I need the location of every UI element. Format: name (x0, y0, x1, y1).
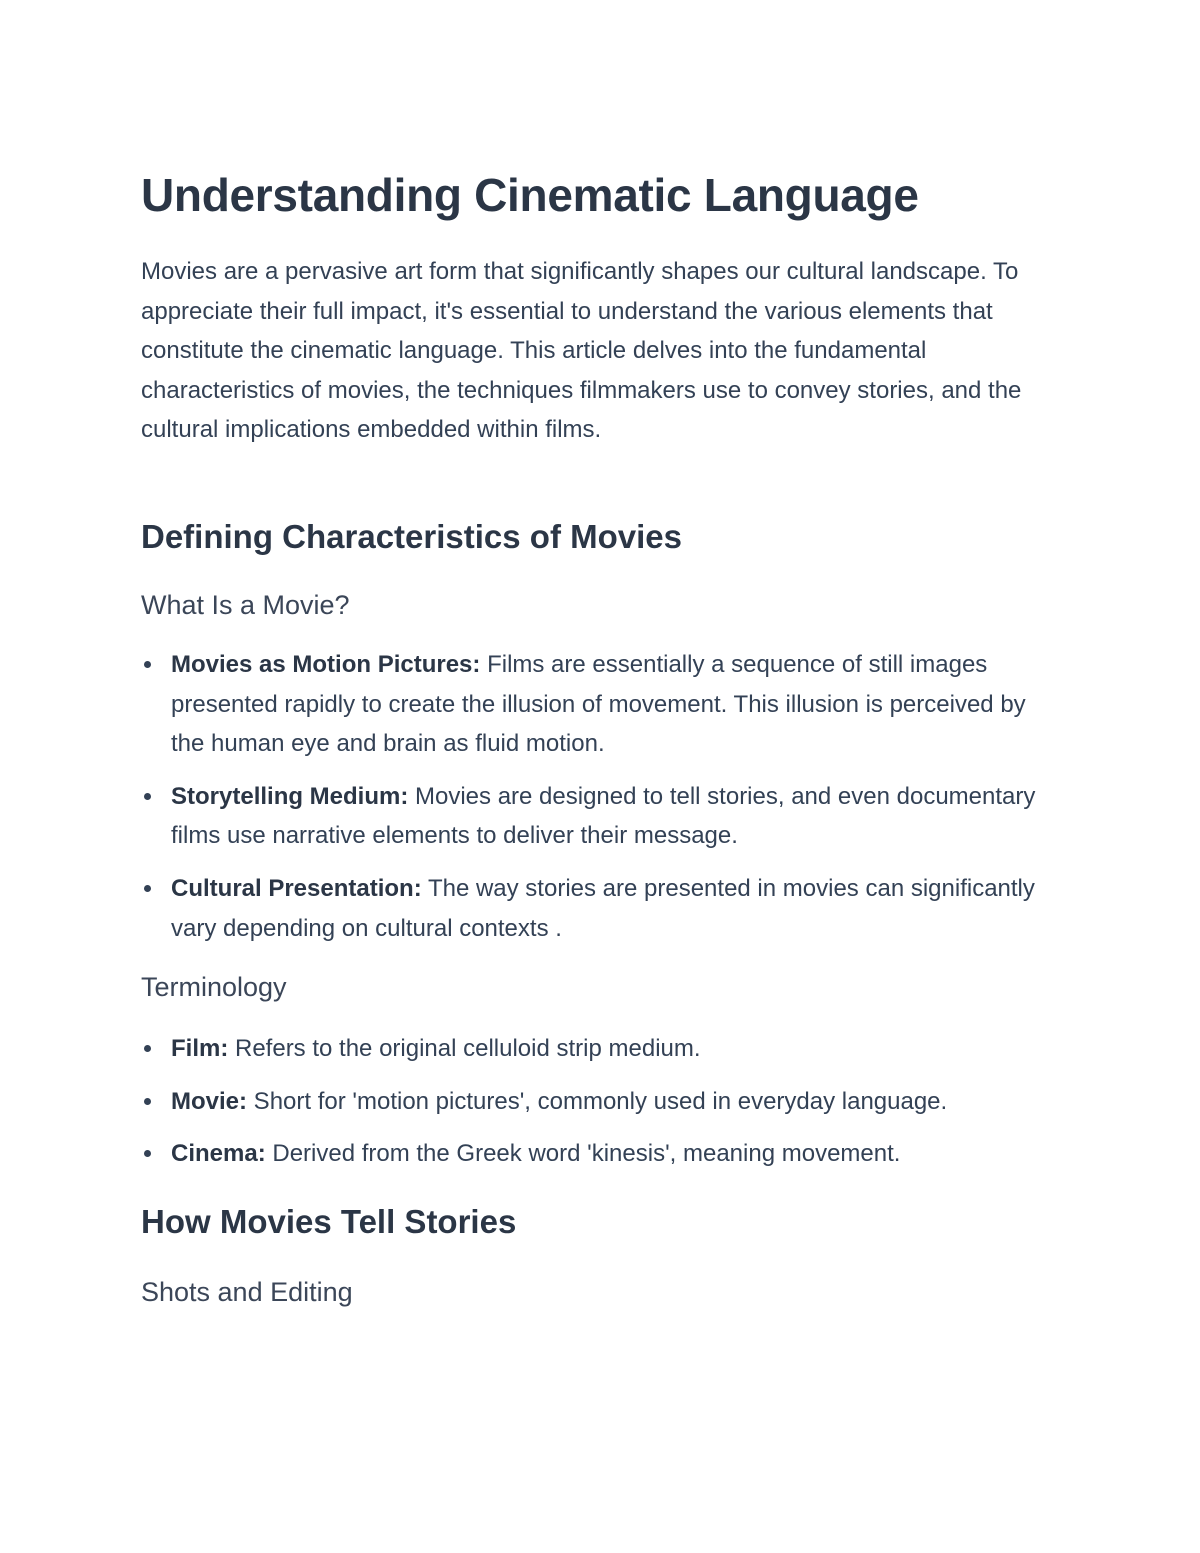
page-title: Understanding Cinematic Language (141, 169, 919, 221)
bullet-icon (144, 1045, 151, 1052)
subheading-what-is-a-movie: What Is a Movie? (141, 590, 350, 620)
intro-paragraph: Movies are a pervasive art form that significantly shapes our cultural landscape. To appreciate their full impact, it's essential to understand the various elements that constitute the cinematic language. This article delves into the fundamental characteristics of movies, the techniques filmmakers use to convey stories, and the cultural implications embedded within films. (141, 258, 1022, 444)
list-item-text: Refers to the original celluloid strip medium. (228, 1035, 701, 1062)
bullet-icon (144, 1098, 151, 1105)
section-heading-how-movies-tell-stories: How Movies Tell Stories (141, 1203, 517, 1240)
bullet-icon (144, 661, 151, 668)
list-item-term: Movie: (171, 1087, 248, 1115)
bullet-icon (144, 1150, 151, 1157)
list-item-text: Films are essentially a sequence of still images presented rapidly to create the illusion of movement. This illusion is perceived by the human eye and brain as fluid motion. (171, 651, 1026, 758)
list-item (141, 1029, 1061, 1069)
list-item-text: Short for 'motion pictures', commonly used in everyday language. (247, 1087, 948, 1115)
list-item (141, 777, 1061, 856)
list-item-term: Cinema: (171, 1140, 266, 1168)
list-item (141, 1082, 1061, 1122)
subheading-terminology: Terminology (141, 972, 287, 1002)
bullet-icon (144, 885, 151, 892)
list-item-term: Film: (171, 1035, 229, 1062)
what-is-a-movie-list (141, 645, 1061, 948)
list-item (141, 1134, 1061, 1174)
section-heading-defining-characteristics: Defining Characteristics of Movies (141, 518, 682, 555)
list-item-term: Storytelling Medium: (171, 782, 409, 810)
terminology-list (141, 1029, 1061, 1174)
list-item-text: Derived from the Greek word 'kinesis', meaning movement. (265, 1140, 901, 1168)
list-item (141, 869, 1061, 948)
list-item-text: Movies are designed to tell stories, and even documentary films use narrative elements to deliver their message. (171, 782, 1036, 850)
subheading-shots-and-editing: Shots and Editing (141, 1277, 353, 1307)
list-item (141, 645, 1061, 764)
list-item-term: Cultural Presentation: (171, 874, 422, 902)
bullet-icon (144, 793, 151, 800)
list-item-term: Movies as Motion Pictures: (171, 651, 481, 678)
list-item-text: The way stories are presented in movies can significantly vary depending on cultural contexts . (171, 874, 1035, 942)
